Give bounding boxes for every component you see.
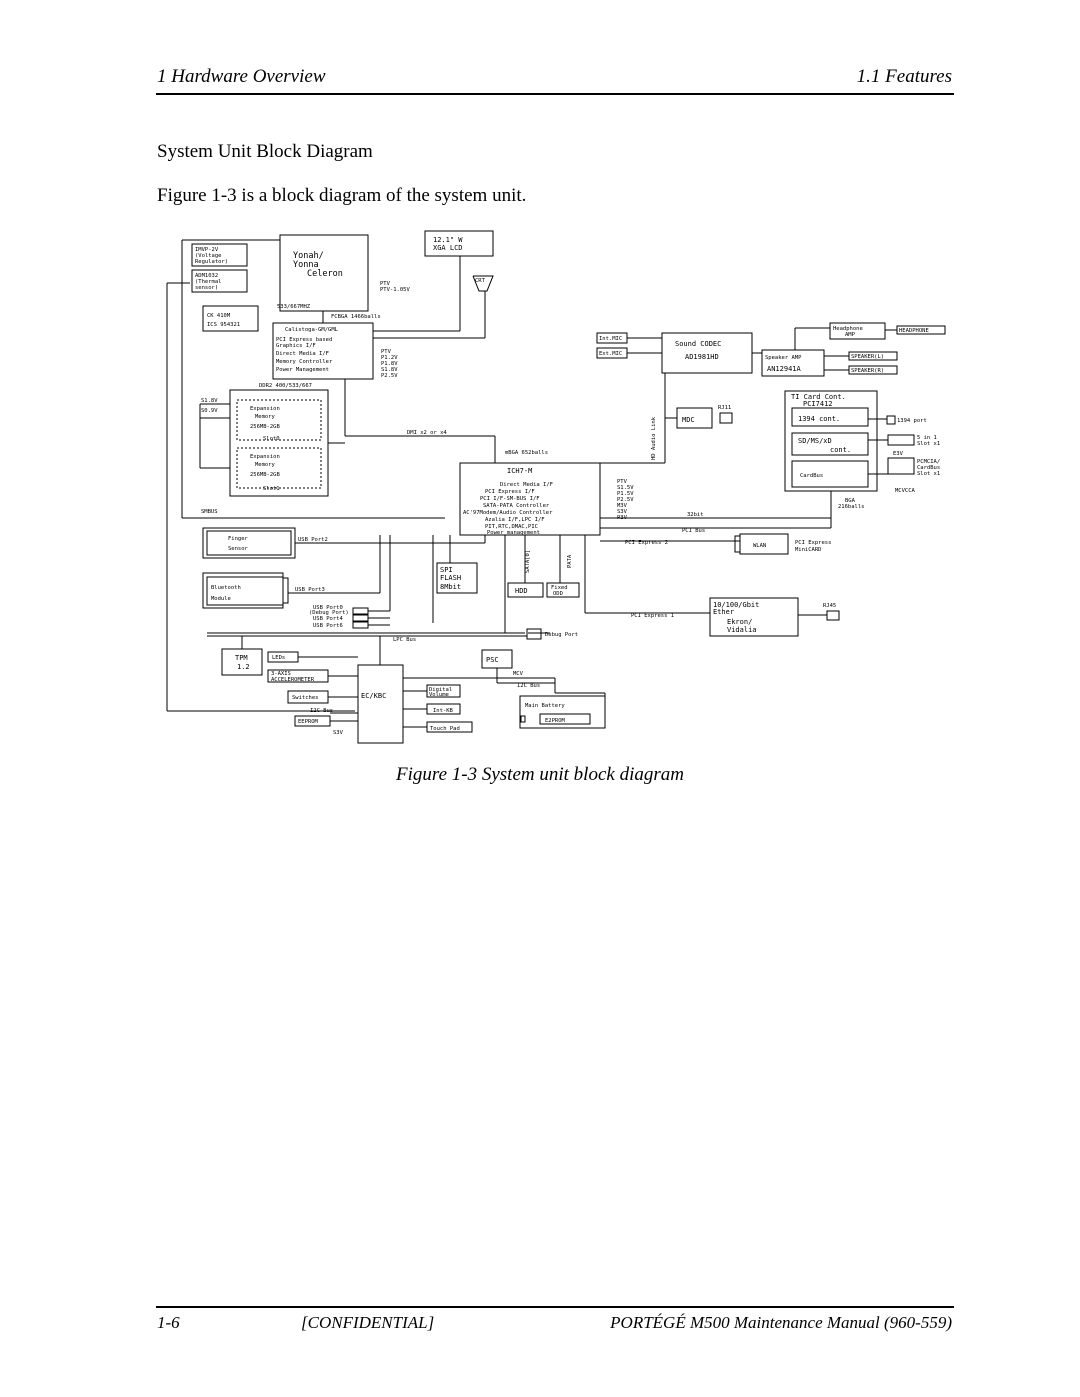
ich-rail-7: P3V bbox=[617, 515, 627, 521]
volume-label-2: Volume bbox=[429, 692, 449, 698]
touchpad-label: Touch Pad bbox=[430, 726, 460, 732]
intkb-label: Int-KB bbox=[433, 708, 453, 714]
ether-label-4: Vidalia bbox=[727, 626, 757, 634]
eeprom-label: EEPROM bbox=[298, 719, 318, 725]
cpu-rail-1: PTV bbox=[380, 281, 390, 287]
footer-manual-title: PORTÉGÉ M500 Maintenance Manual (960-559) bbox=[610, 1313, 952, 1332]
crt-label: CRT bbox=[475, 278, 485, 284]
slot1-line-3: 256MB-2GB bbox=[250, 472, 280, 478]
leds-label: LEDs bbox=[272, 655, 286, 661]
fcbga-label: FCBGA 1466balls bbox=[331, 314, 381, 320]
rj45-label: RJ45 bbox=[823, 603, 837, 609]
spi-label-2: FLASH bbox=[440, 574, 462, 582]
cpu-label-2: Yonna bbox=[293, 260, 319, 270]
debug-port-label: Debug Port bbox=[545, 632, 579, 638]
usb-port4-label: USB Port4 bbox=[313, 616, 343, 622]
header-chapter: 1 Hardware Overview bbox=[157, 66, 326, 87]
tpm-label-2: 1.2 bbox=[237, 663, 250, 671]
codec-label-1: Sound CODEC bbox=[675, 340, 722, 348]
gmch-rail-5: P2.5V bbox=[381, 373, 398, 379]
speaker-amp-label-1: Speaker AMP bbox=[765, 355, 802, 361]
battery-label: Main Battery bbox=[525, 703, 565, 709]
i2c-small-label: I2C Bus bbox=[310, 708, 334, 714]
dmi-label: DMI x2 or x4 bbox=[407, 430, 447, 436]
pcie1-label: PCI Express 1 bbox=[631, 613, 675, 619]
cont-1394-label: 1394 cont. bbox=[798, 415, 841, 423]
gmch-line-5: Power Management bbox=[276, 367, 329, 373]
thermal-label-2: (Thermal bbox=[195, 279, 222, 285]
mem-rail-1: S1.8V bbox=[201, 398, 218, 404]
finger-label-1: Finger bbox=[228, 536, 248, 542]
gmch-rail-3: P1.8V bbox=[381, 361, 398, 367]
pata-label: PATA bbox=[567, 554, 573, 568]
ich-package-label: mBGA 652balls bbox=[505, 450, 549, 456]
psc-label: PSC bbox=[486, 656, 499, 664]
header-rule bbox=[156, 93, 954, 95]
system-block-diagram bbox=[155, 228, 955, 748]
cpu-rail-2: PTV-1.05V bbox=[380, 287, 410, 293]
ddr2-label: DDR2 400/533/667 bbox=[259, 383, 312, 389]
vreg-label-3: Regulator) bbox=[195, 259, 229, 265]
figure-caption: Figure 1-3 System unit block diagram bbox=[396, 764, 684, 785]
card-ctrl-label-2: PCI7412 bbox=[803, 400, 833, 408]
port-1394-label: 1394 port bbox=[897, 418, 927, 424]
bluetooth-label-2: Module bbox=[211, 596, 231, 602]
hd-audio-link-label: HD Audio Link bbox=[651, 416, 657, 460]
lpc-bus-label: LPC Bus bbox=[393, 637, 417, 643]
e3v-label: E3V bbox=[893, 451, 903, 457]
int-mic-label: Int.MIC bbox=[599, 336, 623, 342]
ich-line-7: PIT,RTC,DMAC,PIC bbox=[485, 524, 538, 530]
sdms-label-1: SD/MS/xD bbox=[798, 437, 832, 445]
gmch-line-2: Graphics I/F bbox=[276, 343, 316, 349]
ich-line-3: PCI I/F-SM-BUS I/F bbox=[480, 496, 540, 502]
slot0-line-3: 256MB-2GB bbox=[250, 424, 280, 430]
smbus-label: SMBUS bbox=[201, 509, 218, 515]
gmch-line-1: PCI Express based bbox=[276, 337, 333, 343]
spi-label-3: 8Mbit bbox=[440, 583, 462, 591]
mdc-label: MDC bbox=[682, 416, 695, 424]
usb3-label: USB Port3 bbox=[295, 587, 325, 593]
gmch-title: Calistoga-GM/GML bbox=[285, 327, 338, 333]
pci-bus-label: PCI Bus bbox=[682, 528, 706, 534]
ich-line-8: Power management bbox=[487, 530, 540, 536]
ich-rail-5: M3V bbox=[617, 503, 627, 509]
ether-label-1: 10/100/Gbit bbox=[713, 601, 760, 609]
thermal-label-3: sensor) bbox=[195, 285, 219, 291]
bga-label-1: BGA bbox=[845, 498, 855, 504]
minicard-label-2: MiniCARD bbox=[795, 547, 822, 553]
headphone-amp-label-1: Headphone bbox=[833, 326, 863, 332]
tpm-label-1: TPM bbox=[235, 654, 248, 662]
vreg-label-2: (Voltage bbox=[195, 253, 222, 259]
i2c-bus-label: I2C Bus bbox=[517, 683, 541, 689]
pcmcia-label-3: Slot x1 bbox=[917, 471, 941, 477]
clock-label-2: ICS 954321 bbox=[207, 322, 241, 328]
ich-line-2: PCI Express I/F bbox=[485, 489, 535, 495]
speaker-amp-label-2: AN12941A bbox=[767, 365, 801, 373]
bit32-label: 32bit bbox=[687, 512, 704, 518]
usb-port6-label: USB Port6 bbox=[313, 623, 343, 629]
usb-debug-label: (Debug Port) bbox=[309, 610, 349, 616]
ich-line-6: Azalia I/F,LPC I/F bbox=[485, 517, 545, 523]
ich-rail-2: S1.5V bbox=[617, 485, 634, 491]
ich-line-1: Direct Media I/F bbox=[500, 482, 553, 488]
mem-rail-2: S0.9V bbox=[201, 408, 218, 414]
footer-confidential: [CONFIDENTIAL] bbox=[301, 1313, 435, 1332]
ich-rail-3: P1.5V bbox=[617, 491, 634, 497]
footer-page-number: 1-6 bbox=[157, 1313, 180, 1332]
card-ctrl-label-1: TI Card Cont. bbox=[791, 393, 846, 401]
slot1-line-4: Slot1 bbox=[263, 486, 280, 492]
fsb-label: 533/667MHZ bbox=[277, 304, 311, 310]
mcv-label: MCV bbox=[513, 671, 523, 677]
codec-label-2: AD1981HD bbox=[685, 353, 719, 361]
pcmcia-label-1: PCMCIA/ bbox=[917, 459, 941, 465]
spi-label-1: SPI bbox=[440, 566, 453, 574]
ich-rail-4: P2.5V bbox=[617, 497, 634, 503]
eckbc-label: EC/KBC bbox=[361, 692, 387, 700]
gmch-line-4: Memory Controller bbox=[276, 359, 333, 365]
vreg-label-1: IMVP-2V bbox=[195, 247, 219, 253]
minicard-label-1: PCI Express bbox=[795, 540, 832, 546]
accel-label-1: 3-AXIS bbox=[271, 671, 291, 677]
volume-label-1: Digital bbox=[429, 687, 453, 693]
clock-label-1: CK 410M bbox=[207, 313, 231, 319]
odd-label-1: Fixed bbox=[551, 585, 568, 591]
ext-mic-label: Ext.MIC bbox=[599, 351, 623, 357]
usb2-label: USB Port2 bbox=[298, 537, 328, 543]
s3v-label: S3V bbox=[333, 730, 343, 736]
mcvcca-label: MCVCCA bbox=[895, 488, 915, 494]
slot0-line-4: Slot0 bbox=[263, 436, 280, 442]
ich-line-5: AC'97Modem/Audio Controller bbox=[463, 510, 553, 516]
ich-line-4: SATA-PATA Controller bbox=[483, 503, 550, 509]
cpu-label-1: Yonah/ bbox=[293, 251, 324, 261]
accel-label-2: ACCELEROMETER bbox=[271, 677, 315, 683]
gmch-rail-2: P1.2V bbox=[381, 355, 398, 361]
headphone-amp-label-2: AMP bbox=[845, 332, 855, 338]
cardbus-label: CardBus bbox=[800, 473, 824, 479]
sata-label: SATA[0] bbox=[525, 549, 531, 573]
wlan-label: WLAN bbox=[753, 543, 767, 549]
cpu-label-3: Celeron bbox=[307, 269, 343, 279]
speaker-left-label: SPEAKER(L) bbox=[851, 354, 885, 360]
pcmcia-label-2: CardBus bbox=[917, 465, 941, 471]
switches-label: Switches bbox=[292, 695, 319, 701]
ich-title: ICH7-M bbox=[507, 467, 533, 475]
speaker-right-label: SPEAKER(R) bbox=[851, 368, 885, 374]
five-in-one-label-2: Slot x1 bbox=[917, 441, 941, 447]
sdms-label-2: cont. bbox=[830, 446, 852, 454]
odd-label-2: ODD bbox=[553, 591, 563, 597]
usb-port0-label: USB Port0 bbox=[313, 605, 343, 611]
bga-label-2: 216balls bbox=[838, 504, 865, 510]
ich-rail-1: PTV bbox=[617, 479, 627, 485]
header-section: 1.1 Features bbox=[856, 66, 952, 87]
ich-rail-6: S3V bbox=[617, 509, 627, 515]
pcie2-label: PCI Express 2 bbox=[625, 540, 669, 546]
lcd-label-2: XGA LCD bbox=[433, 244, 463, 252]
gmch-line-3: Direct Media I/F bbox=[276, 351, 329, 357]
ether-label-2: Ether bbox=[713, 608, 735, 616]
ether-label-3: Ekron/ bbox=[727, 618, 753, 626]
thermal-label-1: ADM1032 bbox=[195, 273, 219, 279]
gmch-rail-1: PTV bbox=[381, 349, 391, 355]
finger-label-2: Sensor bbox=[228, 546, 248, 552]
e2prom-label: E2PROM bbox=[545, 718, 565, 724]
slot1-line-1: Expansion bbox=[250, 454, 280, 460]
slot1-line-2: Memory bbox=[255, 462, 275, 468]
section-title: System Unit Block Diagram bbox=[157, 141, 373, 162]
footer-rule bbox=[156, 1306, 954, 1308]
bluetooth-label-1: Bluetooth bbox=[211, 585, 241, 591]
headphone-jack-label: HEADPHONE bbox=[899, 328, 929, 334]
slot0-line-2: Memory bbox=[255, 414, 275, 420]
rj11-label: RJ11 bbox=[718, 405, 732, 411]
gmch-rail-4: S1.8V bbox=[381, 367, 398, 373]
slot0-line-1: Expansion bbox=[250, 406, 280, 412]
five-in-one-label-1: 5 in 1 bbox=[917, 435, 937, 441]
intro-paragraph: Figure 1-3 is a block diagram of the system unit. bbox=[157, 185, 527, 206]
hdd-label: HDD bbox=[515, 587, 528, 595]
lcd-label-1: 12.1" W bbox=[433, 236, 463, 244]
